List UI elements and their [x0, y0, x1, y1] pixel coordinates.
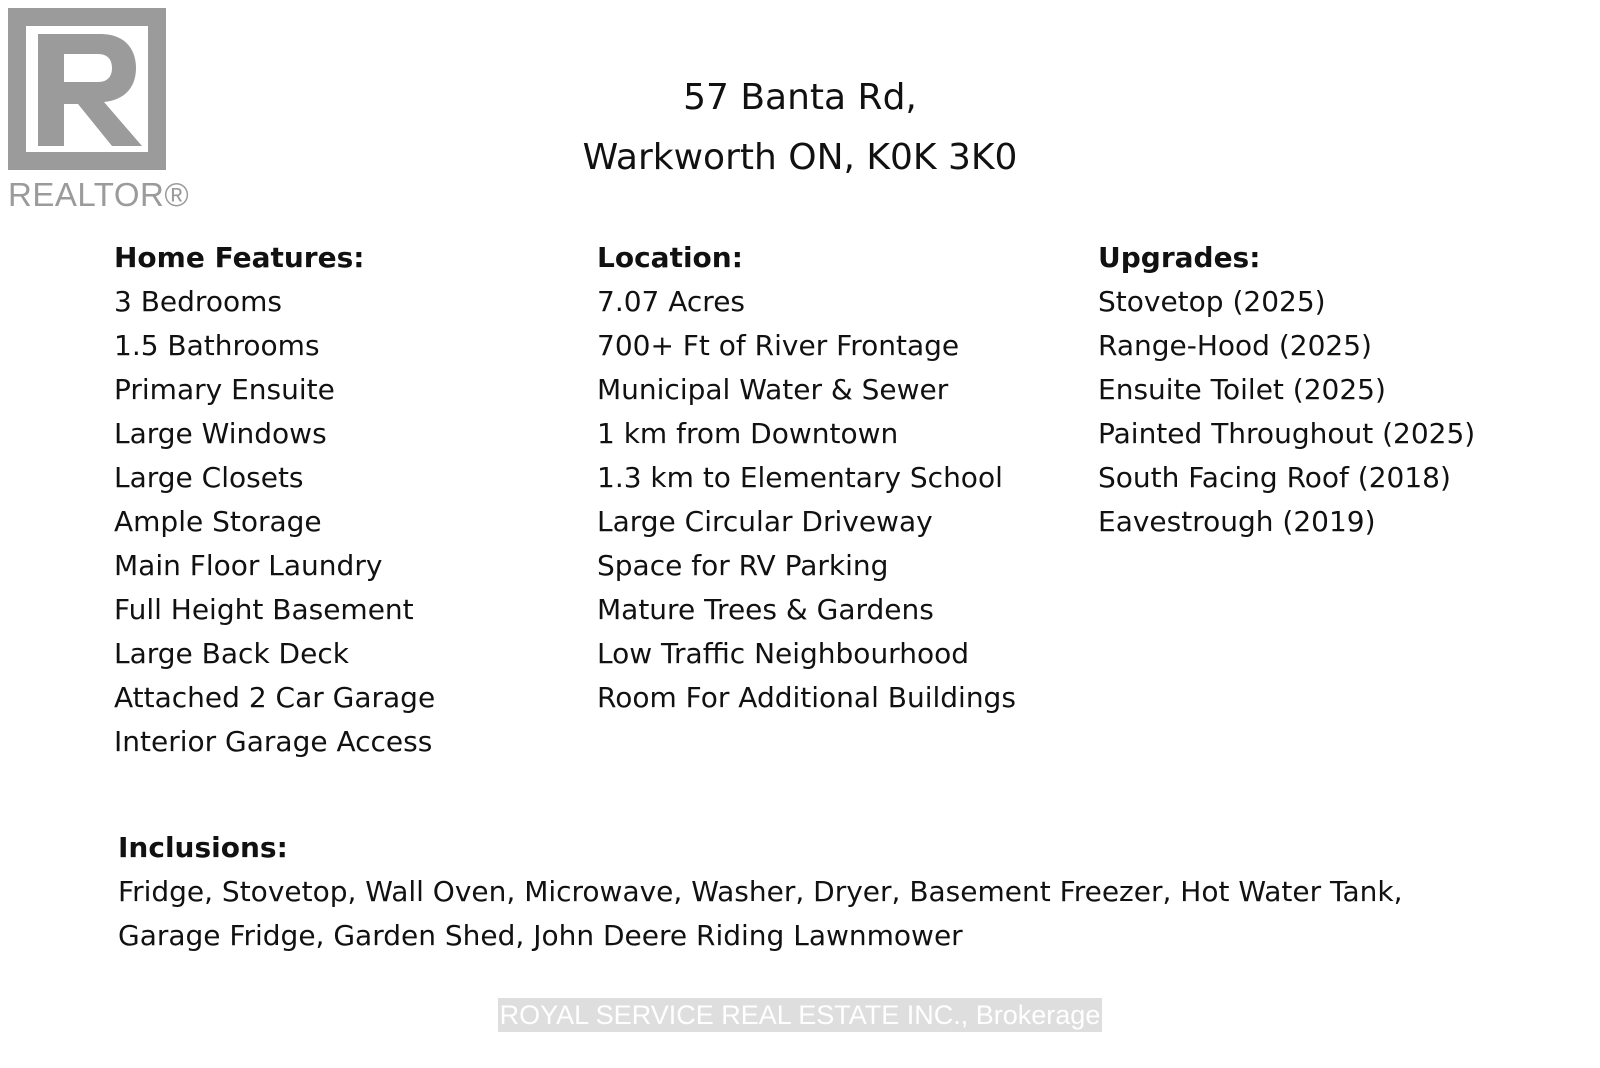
inclusions-section: [118, 826, 1558, 958]
list-item: Full Height Basement: [114, 593, 414, 626]
list-item: Attached 2 Car Garage: [114, 681, 436, 714]
list-item: 1.5 Bathrooms: [114, 329, 320, 362]
list-item: Municipal Water & Sewer: [597, 373, 949, 406]
list-item: Primary Ensuite: [114, 373, 335, 406]
list-item: Interior Garage Access: [114, 725, 433, 758]
list-item: Stovetop (2025): [1098, 285, 1326, 318]
home-features-section: [114, 236, 435, 764]
list-item: 700+ Ft of River Frontage: [597, 329, 960, 362]
list-item: Large Closets: [114, 461, 304, 494]
location-heading: Location:: [597, 241, 743, 274]
list-item: Space for RV Parking: [597, 549, 889, 582]
list-item: 7.07 Acres: [597, 285, 746, 318]
inclusions-heading: Inclusions:: [118, 831, 288, 864]
list-item: Large Circular Driveway: [597, 505, 933, 538]
list-item: Eavestrough (2019): [1098, 505, 1376, 538]
home-features-heading: Home Features:: [114, 241, 365, 274]
list-item: 3 Bedrooms: [114, 285, 282, 318]
inclusions-line-1: Fridge, Stovetop, Wall Oven, Microwave, Washer, Dryer, Basement Freezer, Hot Water Tank,: [118, 875, 1403, 908]
list-item: Ensuite Toilet (2025): [1098, 373, 1386, 406]
list-item: 1.3 km to Elementary School: [597, 461, 1003, 494]
list-item: South Facing Roof (2018): [1098, 461, 1451, 494]
list-item: 1 km from Downtown: [597, 417, 899, 450]
location-section: [597, 236, 1016, 720]
list-item: Range-Hood (2025): [1098, 329, 1372, 362]
list-item: Large Back Deck: [114, 637, 349, 670]
list-item: Mature Trees & Gardens: [597, 593, 934, 626]
inclusions-line-2: Garage Fridge, Garden Shed, John Deere Riding Lawnmower: [118, 919, 963, 952]
list-item: Large Windows: [114, 417, 327, 450]
upgrades-heading: Upgrades:: [1098, 241, 1261, 274]
list-item: Painted Throughout (2025): [1098, 417, 1476, 450]
upgrades-section: [1098, 236, 1475, 544]
list-item: Ample Storage: [114, 505, 322, 538]
address-line-2: Warkworth ON, K0K 3K0: [582, 137, 1018, 178]
realtor-logo-text: REALTOR®: [8, 176, 190, 213]
list-item: Room For Additional Buildings: [597, 681, 1016, 714]
list-item: Low Traffic Neighbourhood: [597, 637, 969, 670]
brokerage-watermark: [0, 998, 1600, 1032]
brokerage-watermark-text: ROYAL SERVICE REAL ESTATE INC., Brokerage: [499, 1000, 1101, 1030]
address-line-1: 57 Banta Rd,: [683, 77, 917, 118]
list-item: Main Floor Laundry: [114, 549, 383, 582]
